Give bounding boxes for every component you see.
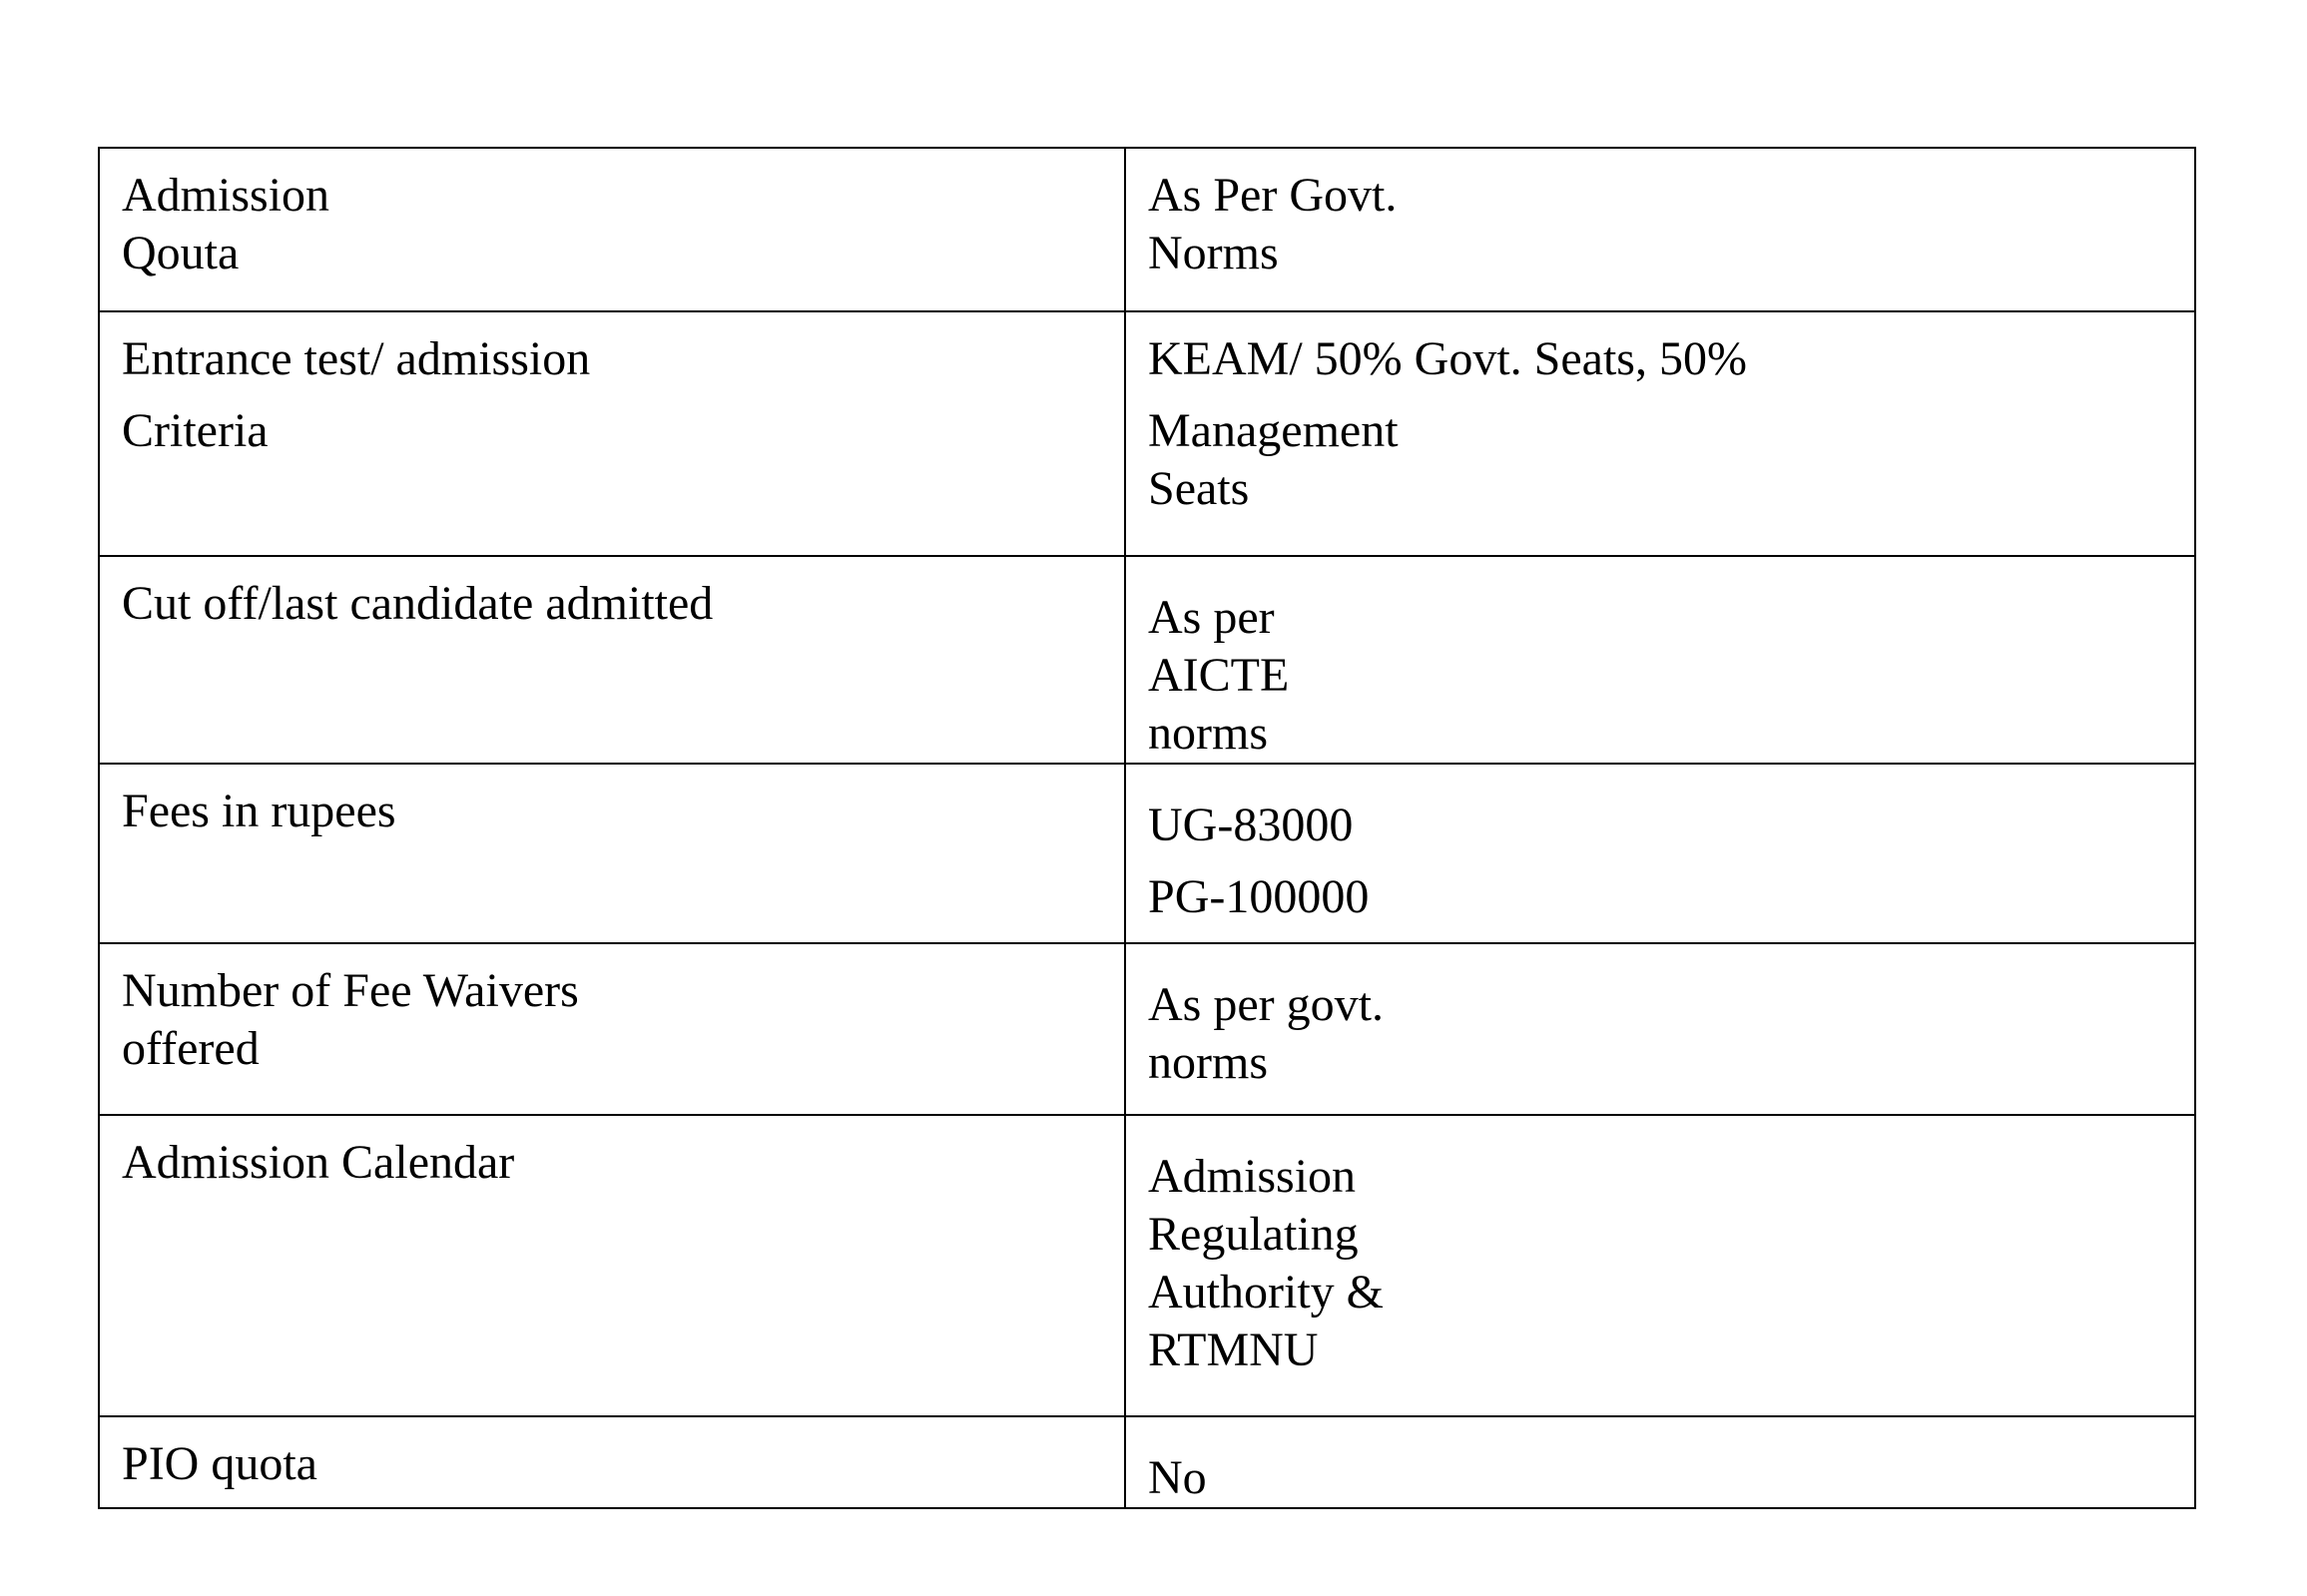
row-label-cell xyxy=(99,1416,1125,1508)
cell-text: PG-100000 xyxy=(1148,870,1370,923)
row-value-cell xyxy=(1125,311,2195,556)
cell-text: Authority & xyxy=(1148,1266,1384,1319)
row-value-cell xyxy=(1125,1115,2195,1416)
row-label-cell xyxy=(99,556,1125,764)
cell-text: norms xyxy=(1148,707,1268,760)
row-value-cell xyxy=(1125,764,2195,943)
cell-text: Qouta xyxy=(122,227,240,279)
cell-text: Number of Fee Waivers xyxy=(122,964,579,1017)
cell-text: As Per Govt. xyxy=(1148,169,1398,222)
admission-info-table xyxy=(98,147,2196,1509)
cell-text: Regulating xyxy=(1148,1208,1359,1261)
cell-text: Admission xyxy=(122,169,330,222)
row-value-cell xyxy=(1125,556,2195,764)
cell-text: Fees in rupees xyxy=(122,785,396,837)
row-label-cell xyxy=(99,311,1125,556)
cell-text: RTMNU xyxy=(1148,1324,1319,1376)
table-row xyxy=(99,1115,2195,1416)
table-row xyxy=(99,311,2195,556)
row-label-cell xyxy=(99,1115,1125,1416)
table-row xyxy=(99,1416,2195,1508)
cell-text: Admission xyxy=(1148,1150,1357,1203)
row-value-cell xyxy=(1125,148,2195,311)
row-label-cell xyxy=(99,148,1125,311)
row-label-cell xyxy=(99,764,1125,943)
table-row xyxy=(99,148,2195,311)
cell-text: PIO quota xyxy=(122,1437,317,1490)
cell-text: UG-83000 xyxy=(1148,798,1354,851)
cell-text: offered xyxy=(122,1022,260,1075)
cell-text: Entrance test/ admission xyxy=(122,332,591,385)
cell-text: Norms xyxy=(1148,227,1279,279)
cell-text: Cut off/last candidate admitted xyxy=(122,577,714,630)
cell-text: As per govt. xyxy=(1148,978,1384,1031)
cell-text: AICTE xyxy=(1148,649,1290,702)
cell-text: norms xyxy=(1148,1036,1268,1089)
cell-text: Criteria xyxy=(122,404,269,457)
table-row xyxy=(99,943,2195,1115)
row-value-cell xyxy=(1125,943,2195,1115)
cell-text: KEAM/ 50% Govt. Seats, 50% xyxy=(1148,332,1747,385)
cell-text: As per xyxy=(1148,591,1275,644)
cell-text: Admission Calendar xyxy=(122,1136,515,1189)
row-label-cell xyxy=(99,943,1125,1115)
row-value-cell xyxy=(1125,1416,2195,1508)
table-row xyxy=(99,764,2195,943)
cell-text: No xyxy=(1148,1451,1207,1504)
cell-text: Management xyxy=(1148,404,1399,457)
table-row xyxy=(99,556,2195,764)
cell-text: Seats xyxy=(1148,462,1250,515)
